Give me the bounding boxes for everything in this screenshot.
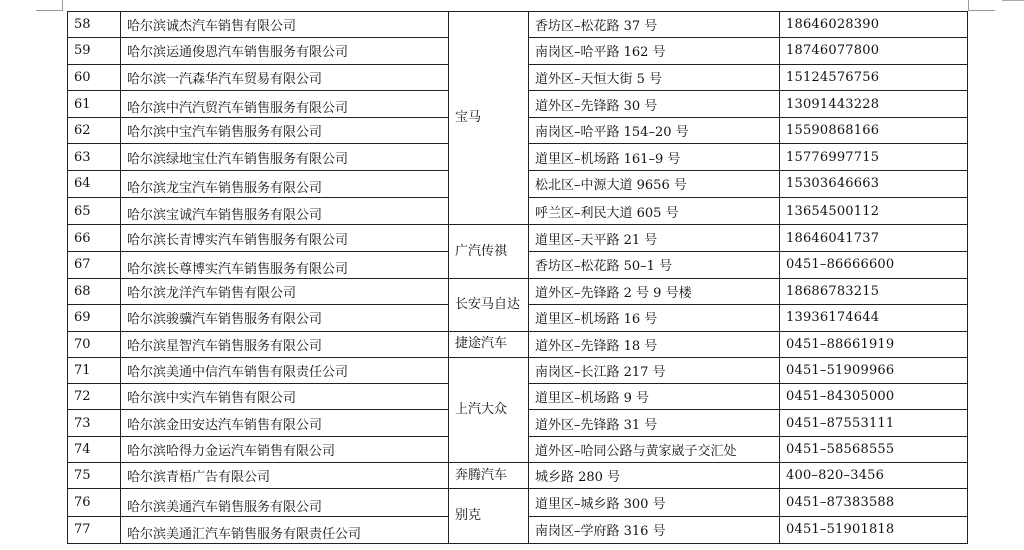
dealer-name: 哈尔滨中实汽车销售有限公司: [121, 384, 449, 410]
row-number: 65: [68, 198, 121, 225]
dealer-phone: 18646028390: [780, 12, 968, 38]
row-number: 70: [68, 331, 121, 357]
brand-cell: 宝马: [449, 12, 529, 225]
dealer-name: 哈尔滨中宝汽车销售服务有限公司: [121, 118, 449, 144]
dealer-address: 松北区–中源大道 9656 号: [529, 170, 780, 197]
dealer-name: 哈尔滨中汽汽贸汽车销售服务有限公司: [121, 90, 449, 117]
dealer-phone: 15776997715: [780, 144, 968, 170]
dealer-name: 哈尔滨长尊博实汽车销售服务有限公司: [121, 251, 449, 278]
page-corner-mark: [968, 0, 995, 11]
table-row: [68, 278, 968, 304]
row-number: 72: [68, 384, 121, 410]
dealer-phone: 0451–86666600: [780, 251, 968, 278]
row-number: 73: [68, 410, 121, 436]
table-row: [68, 463, 968, 489]
table-row: [68, 357, 968, 383]
dealer-phone: 13654500112: [780, 198, 968, 225]
dealer-address: 道外区–哈同公路与黄家崴子交汇处: [529, 436, 780, 462]
dealer-address: 南岗区–哈平路 162 号: [529, 38, 780, 64]
dealer-address: 道里区–机场路 9 号: [529, 384, 780, 410]
dealer-name: 哈尔滨一汽森华汽车贸易有限公司: [121, 64, 449, 90]
dealer-phone: 15303646663: [780, 170, 968, 197]
row-number: 75: [68, 463, 121, 489]
brand-cell: 奔腾汽车: [449, 463, 529, 489]
dealer-name: 哈尔滨运通俊恩汽车销售服务有限公司: [121, 38, 449, 64]
dealer-name: 哈尔滨哈得力金运汽车销售有限公司: [121, 436, 449, 462]
dealer-phone: 0451–87553111: [780, 410, 968, 436]
dealer-phone: 400–820–3456: [780, 463, 968, 489]
row-number: 67: [68, 251, 121, 278]
row-number: 76: [68, 489, 121, 516]
dealer-phone: 15124576756: [780, 64, 968, 90]
row-number: 61: [68, 90, 121, 117]
dealer-phone: 15590868166: [780, 118, 968, 144]
brand-cell: 捷途汽车: [449, 331, 529, 357]
dealer-address: 道里区–机场路 161–9 号: [529, 144, 780, 170]
dealer-address: 道里区–机场路 16 号: [529, 305, 780, 331]
dealer-name: 哈尔滨长青博实汽车销售服务有限公司: [121, 225, 449, 251]
dealer-address: 南岗区–长江路 217 号: [529, 357, 780, 383]
dealer-phone: 0451–58568555: [780, 436, 968, 462]
row-number: 71: [68, 357, 121, 383]
dealer-name: 哈尔滨骏骥汽车销售服务有限公司: [121, 305, 449, 331]
dealer-phone: 13091443228: [780, 90, 968, 117]
dealer-phone: 0451–51909966: [780, 357, 968, 383]
dealer-address: 道里区–城乡路 300 号: [529, 489, 780, 516]
row-number: 66: [68, 225, 121, 251]
row-number: 62: [68, 118, 121, 144]
row-number: 68: [68, 278, 121, 304]
row-number: 58: [68, 12, 121, 38]
dealer-address: 道里区–天平路 21 号: [529, 225, 780, 251]
dealer-name: 哈尔滨龙洋汽车销售有限公司: [121, 278, 449, 304]
dealer-name: 哈尔滨龙宝汽车销售服务有限公司: [121, 170, 449, 197]
dealer-phone: 18746077800: [780, 38, 968, 64]
dealer-phone: 13936174644: [780, 305, 968, 331]
table-row: [68, 12, 968, 38]
dealer-address: 道外区–天恒大街 5 号: [529, 64, 780, 90]
dealer-address: 香坊区–松花路 37 号: [529, 12, 780, 38]
row-number: 74: [68, 436, 121, 462]
dealer-table: [67, 11, 968, 544]
dealer-phone: 0451–51901818: [780, 516, 968, 543]
dealer-name: 哈尔滨美通汽车销售服务有限公司: [121, 489, 449, 516]
dealer-phone: 0451–88661919: [780, 331, 968, 357]
page-edge-rule: [1002, 0, 1024, 1]
dealer-name: 哈尔滨美通中信汽车销售有限责任公司: [121, 357, 449, 383]
table-row: [68, 331, 968, 357]
dealer-name: 哈尔滨绿地宝仕汽车销售服务有限公司: [121, 144, 449, 170]
dealer-name: 哈尔滨诚杰汽车销售有限公司: [121, 12, 449, 38]
brand-cell: 长安马自达: [449, 278, 529, 331]
row-number: 60: [68, 64, 121, 90]
brand-cell: 别克: [449, 489, 529, 544]
dealer-address: 道外区–先锋路 30 号: [529, 90, 780, 117]
dealer-name: 哈尔滨青梧广告有限公司: [121, 463, 449, 489]
dealer-address: 南岗区–学府路 316 号: [529, 516, 780, 543]
row-number: 69: [68, 305, 121, 331]
table-row: [68, 225, 968, 251]
page-corner-mark: [36, 0, 63, 11]
dealer-address: 道外区–先锋路 31 号: [529, 410, 780, 436]
dealer-phone: 18686783215: [780, 278, 968, 304]
brand-cell: 广汽传祺: [449, 225, 529, 279]
row-number: 63: [68, 144, 121, 170]
dealer-address: 南岗区–哈平路 154–20 号: [529, 118, 780, 144]
row-number: 64: [68, 170, 121, 197]
row-number: 59: [68, 38, 121, 64]
dealer-address: 道外区–先锋路 18 号: [529, 331, 780, 357]
dealer-name: 哈尔滨美通汇汽车销售服务有限责任公司: [121, 516, 449, 543]
dealer-name: 哈尔滨宝诚汽车销售服务有限公司: [121, 198, 449, 225]
dealer-address: 呼兰区–利民大道 605 号: [529, 198, 780, 225]
row-number: 77: [68, 516, 121, 543]
dealer-address: 道外区–先锋路 2 号 9 号楼: [529, 278, 780, 304]
dealer-name: 哈尔滨星智汽车销售服务有限公司: [121, 331, 449, 357]
dealer-phone: 0451–87383588: [780, 489, 968, 516]
dealer-phone: 18646041737: [780, 225, 968, 251]
dealer-address: 香坊区–松花路 50–1 号: [529, 251, 780, 278]
brand-cell: 上汽大众: [449, 357, 529, 462]
dealer-phone: 0451–84305000: [780, 384, 968, 410]
table-row: [68, 489, 968, 516]
dealer-name: 哈尔滨金田安达汽车销售有限公司: [121, 410, 449, 436]
dealer-address: 城乡路 280 号: [529, 463, 780, 489]
